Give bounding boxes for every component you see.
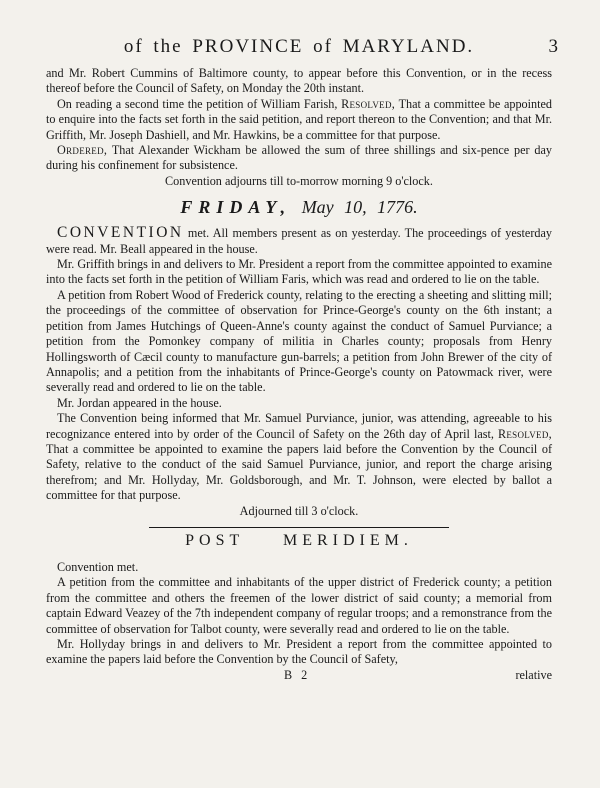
paragraph-frederick-petitions: A petition from the committee and inhabitants of the upper district of Frederick county; a petition from the committee and others the freemen of the lower district of said county; a memorial from captain Edward Veazey of the 7th independent company of regular troops; and a remonstrance from the committee of observation for Talbot county, were severally read and ordered to lie on the table. <box>46 575 552 636</box>
day-name: FRIDAY, <box>180 197 292 218</box>
page-number: 3 <box>548 36 558 57</box>
signature-mark: B 2 <box>284 667 311 682</box>
paragraph-convention-met-pm: Convention met. <box>57 559 139 574</box>
paragraph-hollyday: Mr. Hollyday brings in and delivers to Mr. President a report from the committee appointed to examine the papers laid before the Convention by the Council of Safety, <box>46 637 552 667</box>
catchword: relative <box>515 667 552 682</box>
paragraph-ordered <box>46 143 552 174</box>
paragraph-convention-met <box>46 225 552 257</box>
divider-rule <box>149 527 449 528</box>
paragraph-griffith: Mr. Griffith brings in and delivers to Mr. President a report from the committee appointed to examine into the facts set forth in the petition of William Faris, which was read and ordered to lie on the table. <box>46 257 552 287</box>
paragraph-jordan: Mr. Jordan appeared in the house. <box>57 395 222 410</box>
paragraph-farish <box>46 97 552 143</box>
ordered-text: That Alexander Wickham be allowed the sum of three shillings and six-pence per day during his confinement for subsistence. <box>46 143 552 173</box>
farish-text-before: On reading a second time the petition of William Farish, <box>57 96 338 111</box>
paragraph-petitions: A petition from Robert Wood of Frederick county, relating to the erecting a sheeting and slitting mill; the proceedings of the committee of observation for Prince-George's county on the 6th instant; a petition from James Hutchings of Queen-Anne's county against the conduct of Samuel Purviance; a petition from the Pomonkey company of militia in Charles county; proposals from Henry Hollingsworth of Cæcil county to manufacture gun-barrels; a petition from John Brewer of the city of Annapolis; and a petition from the inhabitants of Prince-George's county on Patowmack river, were severally read and ordered to lie on the table. <box>46 287 552 395</box>
page-header <box>46 36 558 66</box>
day-year: 1776. <box>377 197 418 218</box>
convention-lead: CONVENTION <box>57 224 184 242</box>
adjourn-morning: Convention adjourns till to-morrow morning 9 o'clock. <box>165 173 433 188</box>
day-date: May 10, <box>301 197 367 218</box>
paragraph-cummins: and Mr. Robert Cummins of Baltimore county, to appear before this Convention, or in the recess thereof before the Council of Safety, on Monday the 20th instant. <box>46 66 552 96</box>
page-footer <box>46 668 552 684</box>
purviance-text-before: The Convention being informed that Mr. Samuel Purviance, junior, was attending, agreeable to his recognizance entered into by order of the Council of Safety on the 26th day of April last, <box>46 411 552 441</box>
running-title: of the PROVINCE of MARYLAND. <box>123 36 475 57</box>
ordered-keyword: Ordered, <box>57 143 108 158</box>
farish-text-after: That a committee be appointed to enquire into the facts set forth in the said petition, and report thereon to the Convention; and that Mr. Griffith, Mr. Joseph Dashiell, and Mr. Hawkins, be a committee for that purpose. <box>46 96 553 142</box>
post-meridiem-heading: POST MERIDIEM. <box>185 531 413 549</box>
paragraph-purviance <box>46 411 552 503</box>
resolved-keyword: Resolved, <box>341 96 396 111</box>
day-heading <box>46 197 552 218</box>
adjourn-afternoon: Adjourned till 3 o'clock. <box>239 503 359 518</box>
convention-text: met. All members present as on yesterday. The proceedings of yesterday were read. Mr. Beall appeared in the house. <box>46 226 553 256</box>
purviance-text-after: That a committee be appointed to examine the papers laid before the Convention by the Council of Safety, relative to the conduct of the said Samuel Purviance, junior, and report the charge arising therefrom; and Mr. Hollyday, Mr. Goldsborough, and Mr. T. Johnson, were elected by ballot a committee for that purpose. <box>46 441 552 503</box>
resolved-keyword: Resolved, <box>497 426 552 441</box>
